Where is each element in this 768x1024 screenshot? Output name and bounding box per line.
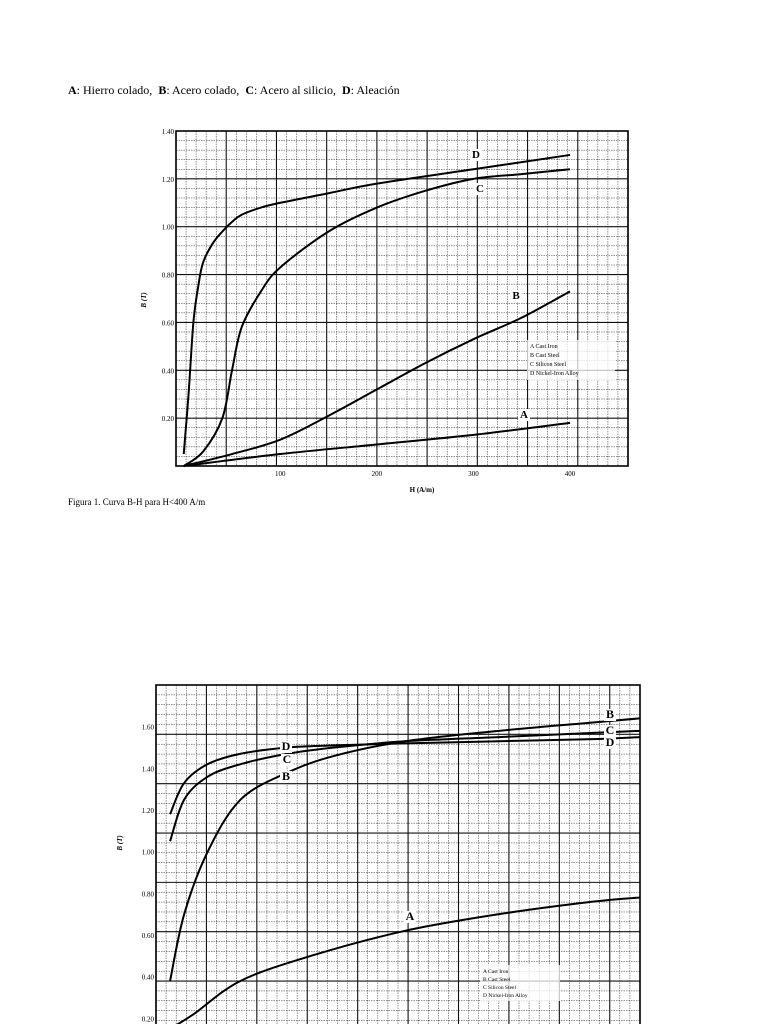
legend-key-b: B	[158, 83, 167, 97]
legend-key-c: C	[245, 83, 254, 97]
x-tick-label: 100	[275, 470, 286, 478]
y-tick-label: 1.40	[161, 128, 174, 136]
legend-label-b: : Acero colado,	[166, 83, 240, 97]
y-tick-label: 0.60	[141, 932, 154, 940]
series-label-d: D	[605, 735, 615, 749]
series-label-c: C	[605, 723, 615, 737]
series-label-c: C	[476, 183, 484, 195]
series-label-c: C	[282, 752, 292, 766]
series-label-b: B	[281, 769, 291, 783]
y-tick-label: 0.40	[141, 973, 154, 982]
legend-key-a: A	[68, 83, 77, 97]
y-tick-label: 0.20	[141, 1015, 154, 1024]
grid	[156, 685, 640, 1024]
y-tick-label: 0.80	[161, 271, 174, 280]
series-label-b: B	[512, 290, 520, 302]
y-tick-label: 1.60	[141, 723, 154, 732]
x-axis-label: H (A/m)	[409, 486, 435, 494]
y-tick-label: 1.20	[141, 807, 154, 815]
legend-key-d: D	[341, 83, 351, 97]
inset-legend-entry: A Cast Iron	[530, 344, 558, 350]
y-tick-label: 0.80	[141, 890, 154, 899]
legend-label-a: : Hierro colado,	[76, 83, 153, 97]
y-tick-label: 1.00	[161, 223, 174, 232]
inset-legend-entry: C Silicon Steel	[530, 362, 566, 368]
x-tick-label: 200	[371, 470, 383, 478]
y-tick-label: 1.00	[141, 848, 154, 857]
y-tick-label: 0.40	[161, 367, 174, 376]
y-axis-label: B (T)	[140, 292, 148, 308]
y-tick-label: 0.20	[161, 415, 174, 424]
y-tick-label: 1.20	[161, 175, 174, 184]
series-label-d: D	[472, 149, 480, 161]
series-label-a: A	[405, 909, 415, 923]
y-tick-label: 1.40	[141, 765, 154, 774]
inset-legend-entry: D Nickel-Iron Alloy	[483, 993, 528, 999]
series-label-d: D	[281, 739, 291, 753]
x-tick-label: 400	[564, 470, 576, 478]
legend-label-c: : Acero al silicio,	[253, 83, 336, 97]
series-label-b: B	[605, 707, 615, 721]
figure-caption: Figura 1. Curva B-H para H<400 A/m	[68, 497, 206, 507]
inset-legend-entry: A Cast Iron	[483, 969, 509, 975]
inset-legend-entry: B Cast Steel	[530, 353, 560, 359]
inset-legend-entry: B Cast Steel	[483, 977, 511, 983]
inset-legend-entry: C Silicon Steel	[483, 985, 516, 991]
x-tick-label: 300	[468, 470, 479, 478]
series-label-a: A	[520, 409, 528, 421]
inset-legend-entry: D Nickel-Iron Alloy	[530, 371, 579, 377]
y-tick-label: 0.60	[161, 319, 174, 328]
legend-label-d: : Aleación	[350, 83, 400, 97]
y-axis-label: B (T)	[116, 835, 124, 851]
